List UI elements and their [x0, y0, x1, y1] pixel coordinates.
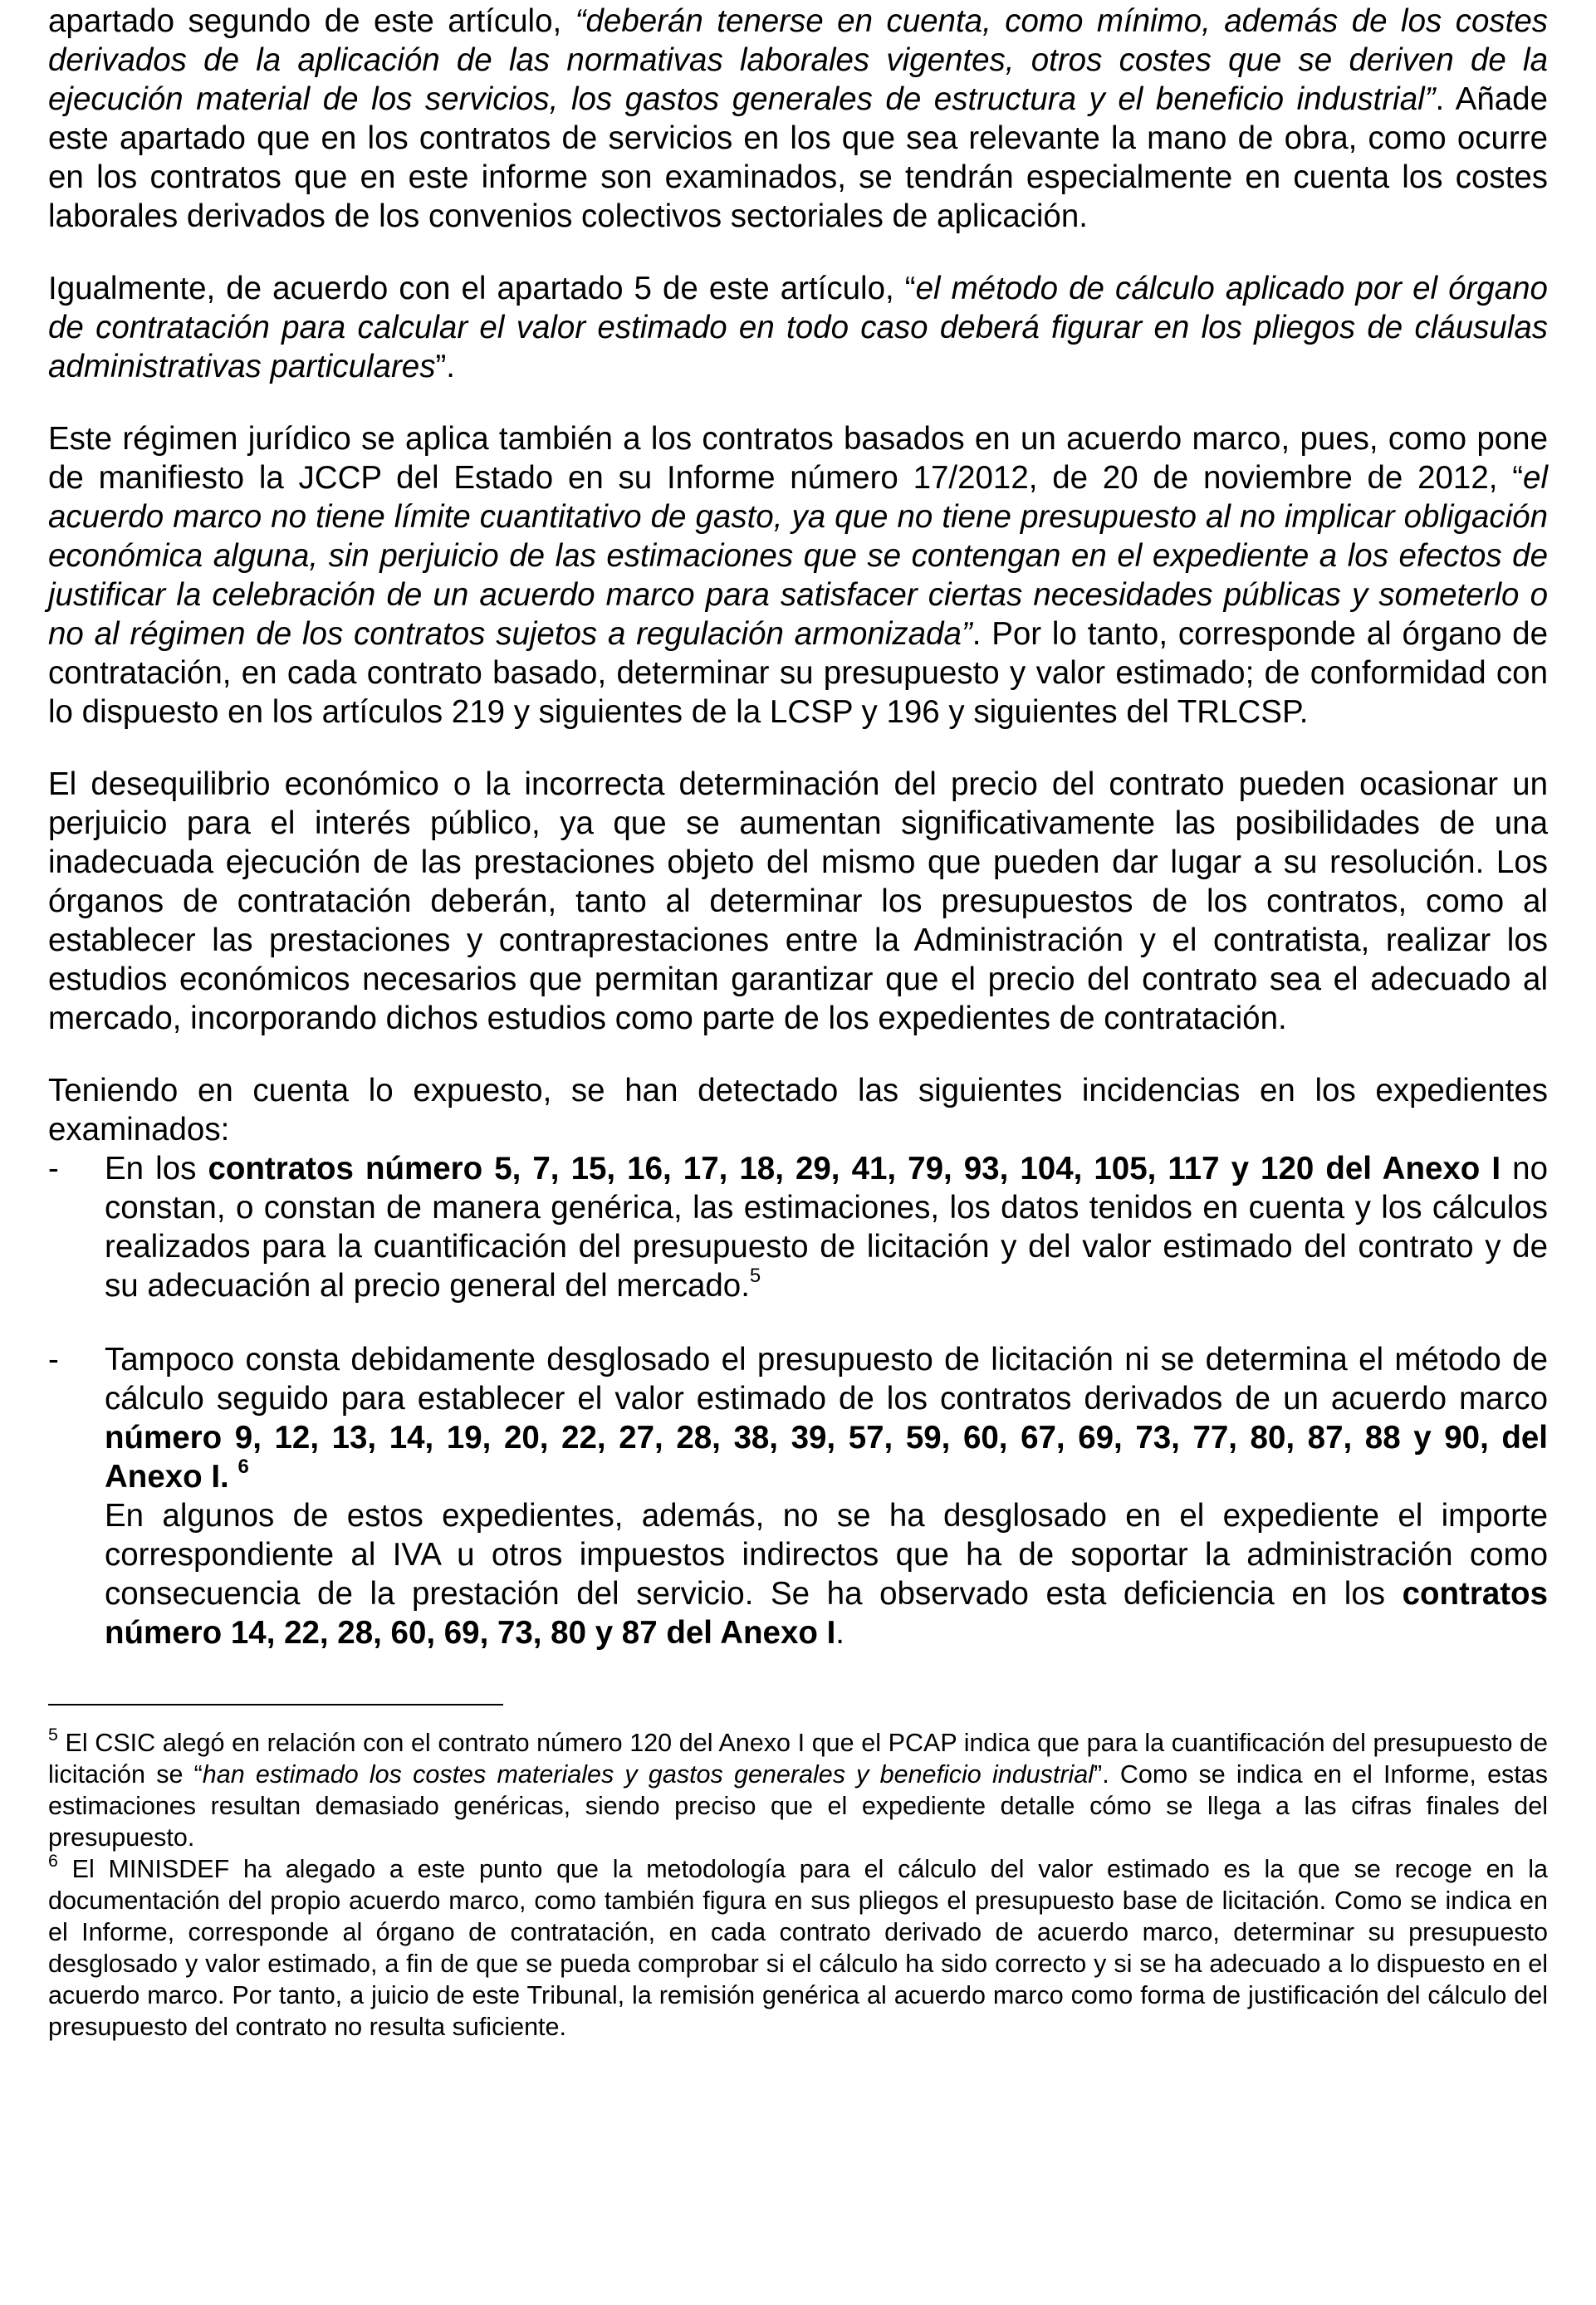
- footnote-5-quote: han estimado los costes materiales y gastos generales y beneficio industrial: [202, 1760, 1094, 1789]
- document-page: [48, 0, 1548, 2043]
- item1-contracts: contratos número 5, 7, 15, 16, 17, 18, 29, 41, 79, 93, 104, 105, 117 y 120 del Anexo I: [208, 1151, 1501, 1187]
- p1-quote: “deberán tenerse en cuenta, como mínimo, además de los costes derivados de la aplicación de las normativas laborales vigentes, otros costes que se deriven de la ejecución material de los servicios, los gastos generales de estructura y el beneficio industrial”: [48, 3, 1548, 117]
- footnote-5: [48, 1724, 1548, 1853]
- p2-quote: el método de cálculo aplicado por el órgano de contratación para calcular el valor estimado en todo caso deberá figurar en los pliegos de cláusulas administrativas particulares: [48, 271, 1548, 384]
- p1-text-end: . Añade este apartado que en los contratos de servicios en los que sea relevante la mano de obra, como ocurre en los contratos que en este informe son examinados, se tendrán especialmente en cuenta los costes laborales derivados de los convenios colectivos sectoriales de aplicación.: [48, 81, 1548, 234]
- paragraph-2: [48, 269, 1548, 386]
- list-dash: -: [48, 1151, 59, 1187]
- footnote-ref-6[interactable]: 6: [237, 1455, 249, 1478]
- list-dash: -: [48, 1342, 59, 1378]
- item1-text: En los: [105, 1151, 208, 1187]
- paragraph-5: Teniendo en cuenta lo expuesto, se han detectado las siguientes incidencias en los expedientes examinados:: [48, 1073, 1548, 1148]
- item2-contracts: número 9, 12, 13, 14, 19, 20, 22, 27, 28, 38, 39, 57, 59, 60, 67, 69, 73, 77, 80, 87, 88 y 90, del Anexo I.: [105, 1420, 1548, 1495]
- list-item-1: [48, 1149, 1548, 1305]
- footnote-ref-5[interactable]: 5: [749, 1264, 761, 1287]
- p2-text: Igualmente, de acuerdo con el apartado 5 de este artículo, “: [48, 271, 916, 306]
- item1-text-end: no constan, o constan de manera genérica, las estimaciones, los datos tenidos en cuenta y los cálculos realizados para la cuantificación del presupuesto de licitación y del valor estimado del contrato y de su adecuación al precio general del mercado.: [105, 1151, 1548, 1304]
- p1-text: apartado segundo de este artículo,: [48, 3, 575, 39]
- list-item-2: [48, 1340, 1548, 1652]
- paragraph-1: [48, 0, 1548, 236]
- p3-quote: el acuerdo marco no tiene límite cuantitativo de gasto, ya que no tiene presupuesto al no implicar obligación económica alguna, sin perjuicio de las estimaciones que se contengan en el expediente a los efectos de justificar la celebración de un acuerdo marco para satisfacer ciertas necesidades públicas y someterlo o no al régimen de los contratos sujetos a regulación armonizada”: [48, 460, 1548, 652]
- main-text: [48, 0, 1548, 1652]
- footnote-6-text: El MINISDEF ha alegado a este punto que la metodología para el cálculo del valor estimado es la que se recoge en la documentación del propio acuerdo marco, como también figura en sus pliegos el presupuesto base de licitación. Como se indica en el Informe, corresponde al órgano de contratación, en cada contrato derivado de acuerdo marco, determinar su presupuesto desglosado y valor estimado, a fin de que se pueda comprobar si el cálculo ha sido correcto y si se ha adecuado a lo dispuesto en el acuerdo marco. Por tanto, a juicio de este Tribunal, la remisión genérica al acuerdo marco como forma de justificación del cálculo del presupuesto del contrato no resulta suficiente.: [48, 1855, 1548, 2041]
- footnote-5-number: 5: [48, 1724, 58, 1745]
- item2-text-end: .: [835, 1615, 845, 1651]
- paragraph-3: [48, 419, 1548, 732]
- footnote-5-text: El CSIC alegó en relación con el contrato número 120 del Anexo I que el PCAP indica que para la cuantificación del presupuesto de licitación se “: [48, 1729, 1548, 1789]
- footnote-separator: [48, 1704, 503, 1706]
- footnote-6-number: 6: [48, 1850, 58, 1871]
- p2-text-end: ”.: [435, 349, 455, 384]
- p3-text-end: . Por lo tanto, corresponde al órgano de contratación, en cada contrato basado, determinar su presupuesto y valor estimado; de conformidad con lo dispuesto en los artículos 219 y siguientes de la LCSP y 196 y siguientes del TRLCSP.: [48, 616, 1549, 730]
- p3-text: Este régimen jurídico se aplica también a los contratos basados en un acuerdo marco, pues, como pone de manifiesto la JCCP del Estado en su Informe número 17/2012, de 20 de noviembre de 2012, “: [48, 421, 1548, 496]
- footnote-5-text-end: ”. Como se indica en el Informe, estas estimaciones resultan demasiado genéricas, siendo preciso que el expediente detalle cómo se llega a las cifras finales del presupuesto.: [48, 1760, 1548, 1852]
- item2-text: Tampoco consta debidamente desglosado el presupuesto de licitación ni se determina el método de cálculo seguido para establecer el valor estimado de los contratos derivados de un acuerdo marco: [105, 1342, 1548, 1417]
- item2-text-cont: En algunos de estos expedientes, además, no se ha desglosado en el expediente el importe correspondiente al IVA u otros impuestos indirectos que ha de soportar la administración como consecuencia de la prestación del servicio. Se ha observado esta deficiencia en los: [105, 1498, 1548, 1612]
- item2-contracts-iva: contratos número 14, 22, 28, 60, 69, 73, 80 y 87 del Anexo I: [105, 1576, 1548, 1651]
- paragraph-4: El desequilibrio económico o la incorrecta determinación del precio del contrato pueden ocasionar un perjuicio para el interés público, ya que se aumentan significativamente las posibilidades de una inadecuada ejecución de las prestaciones objeto del mismo que pueden dar lugar a su resolución. Los órganos de contratación deberán, tanto al determinar los presupuestos de los contratos, como al establecer las prestaciones y contraprestaciones entre la Administración y el contratista, realizar los estudios económicos necesarios que permitan garantizar que el precio del contrato sea el adecuado al mercado, incorporando dichos estudios como parte de los expedientes de contratación.: [48, 766, 1548, 1036]
- footnote-6: [48, 1850, 1548, 2043]
